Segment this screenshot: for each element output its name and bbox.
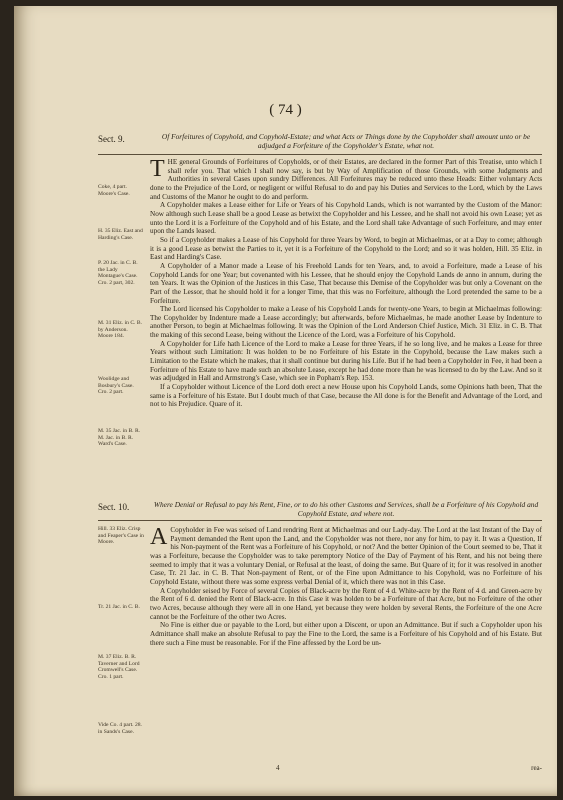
book-page <box>14 6 557 796</box>
paragraph-text: Copyholder in Fee was seised of Land rendring Rent at Michaelmas and our Lady-day. The Lord at the last Instant of the Day of Payment demanded the Rent upon the Land, and the Copyholder was not there, nor any for him, to pay it. It was a Question, If his Non-payment of the Rent was a Forfeiture of his Copyhold, or not? And the better Opinion of the Court seemed to be, That it was a Forfeiture, because the Copyholder was to take peremptory Notice of the Day of Payment of his Rent, and his not being there seemed to imply that it was a voluntary Denial, or Refusal at the least, of doing the same. But Quare of it; for it was resolved in another Case, Tr. 21 Jac. in C. B. That Non-payment of Rent, or of the Fine upon Admittance to his Copyhold, was no Forfeiture of his Copyhold Estate, without there was some express verbal Denial of it, which there was not in this Case. <box>150 526 542 586</box>
margin-note: M. 37 Eliz. B. R. Taverner and Lord Cromwell's Case. Cro. 1 part. <box>98 654 140 680</box>
margin-note: Woolidge and Bosbury's Case. Cro. 2 part. <box>98 376 134 396</box>
paragraph: So if a Copyholder makes a Lease of his Copyhold for three Years by Word, to begin at Michaelmas, or at a Day to come; although it is a good Lease as betwixt the Parties to it, yet it is a Forfeiture of the Copyhold to the Lord; and so it was holden, Hill. 35 Eliz. in East and Harding's Case. <box>150 235 542 262</box>
margin-note: H. 35 Eliz. East and Harding's Case. <box>98 228 143 241</box>
margin-note: M. 31 Eliz. in C. B. by Anderson. Moore 184. <box>98 320 142 340</box>
section-body <box>150 526 542 647</box>
section-rule <box>98 520 542 521</box>
paragraph: A Copyholder seised by Force of several Copies of Black-acre by the Rent of 4 d. White-acre by the Rent of 4 d. and Green-acre by the Rent of 6 d. denied the Rent of Black-acre. In this Case it was holden to be a Forfeiture of that Acre, but no Forfeiture of the other two Acres, because although they were all in one Hand, yet because they were holden by several Rents, the Forfeiture of the one Acre cannot be the Forfeiture of the other two Acres. <box>150 586 542 621</box>
signature-mark: 4 <box>276 764 280 772</box>
section-heading: Where Denial or Refusal to pay his Rent, Fine, or to do his other Customs and Services, shall be a Forfeiture of his Copyhold and Copyhold Estate, and where not. <box>153 500 539 518</box>
margin-note: M. 35 Jac. in B. R. M. Jac. in B. R. Ward's Case. <box>98 428 141 448</box>
margin-note: Hill. 33 Eliz. Crisp and Feaper's Case in Moore. <box>98 526 144 546</box>
paragraph: A Copyholder makes a Lease either for Life or Years of his Copyhold Lands, which is not warranted by the Custom of the Manor: Now although such Lease shall be a good Lease as betwixt the Copyholder and his Lessee, and he shall not avoid his own Lease; yet as unto the Lord it is a Forfeiture of the Copyhold and of his Estate, and the Lord shall take Advantage of such Forfeiture, and may enter upon the Lands leased. <box>150 201 542 236</box>
paragraph: A Copyholder for Life hath Licence of the Lord to make a Lease for three Years, if he so long live, and he makes a Lease for three Years without such Limitation: It was holden to be no Forfeiture of his Estate in the Copyhold, because the Law makes such a Limitation to the Estate which he makes, that it shall continue but during his Life. But if he had been a Copyholder in Fee, it had been a Forfeiture of his Estate to have made such an absolute Lease, except he had done more than he was licensed to do by the Law. And so it was adjudged in Hall and Armstrong's Case, which see in Popham's Rep. 153. <box>150 339 542 383</box>
page-number: ( 74 ) <box>269 102 302 118</box>
drop-cap: T <box>150 156 165 182</box>
margin-note: P. 20 Jac. in C. B. the Lady Montague's Case. Cro. 2 part, 302. <box>98 260 138 286</box>
paragraph <box>150 158 542 201</box>
paragraph: No Fine is either due or payable to the Lord, but either upon a Discent, or upon an Admittance. But if such a Copyholder upon his Admittance shall make an absolute Refusal to pay the Fine to the Lord, the same is a Forfeiture of his Copyhold and of his Estate. But there such a Fine must be reasonable. For if the Fine affessed by the Lord be un- <box>150 621 542 647</box>
margin-note: Tr. 21 Jac. in C. B. <box>98 604 140 610</box>
margin-note: Vide Co. 4 part. 28. in Sands's Case. <box>98 722 142 735</box>
paragraph: The Lord licensed his Copyholder to make a Lease of his Copyhold Lands for twenty-one Years, to begin at Michaelmas following: The Copyholder by Indenture made a Lease accordingly; but afterwards, before Michaelmas, he made another Lease by Indenture to another Person, to begin at Michaelmas following. It was the Opinion of the Lord Anderson Chief Justice, Mich. 31 Eliz. in C. B. That the making of this second Lease, being without the Licence of the Lord, was a Forfeiture of his Copyhold. <box>150 305 542 340</box>
section-rule <box>98 154 542 155</box>
paragraph: If a Copyholder without Licence of the Lord doth erect a new House upon his Copyhold Lands, some Opinions hath been, That the same is a Forfeiture of his Estate. But I doubt much of that Case, because the All done is for the Benefit and Advantage of the Lord, and not to his Prejudice. Quare of it. <box>150 383 542 409</box>
margin-note: Coke, 4 part. Moore's Case. <box>98 184 130 197</box>
section-label: Sect. 10. <box>98 502 130 512</box>
paragraph <box>150 526 542 587</box>
section-label: Sect. 9. <box>98 134 125 144</box>
catchword: rea- <box>531 764 542 772</box>
drop-cap: A <box>150 524 168 550</box>
section-heading: Of Forfeitures of Copyhold, and Copyhold-Estate; and what Acts or Things done by the Copyholder shall amount unto or be adjudged a Forfeiture of the Copyholder's Estate, what not. <box>161 132 531 150</box>
paragraph-text: HE general Grounds of Forfeitures of Copyholds, or of their Estates, are declared in the former Part of this Treatise, unto which I shall refer you. That which I shall now say, is but by Way of Amplification of those Grounds, with some Judgments and Authorities in several Cases upon sundry Differences. All Forfeitures may be reduced unto these Heads: Either voluntary Acts done to the Prejudice of the Lord, or negligent or wilful Refusal to do and pay his Duties and Services to the Lord, which by the Laws and Customs of the Manor he ought to do and perform. <box>150 158 542 201</box>
section-body <box>150 158 542 409</box>
paragraph: A Copyholder of a Manor made a Lease of his Freehold Lands for ten Years, and, to avoid a Forfeiture, made a Lease of his Copyhold Lands for one Year; but covenanted with his Lessee, that he should enjoy the Copyhold Lands de anno in annum, during the ten Years. It was the Opinion of the Justices in this Case, That because this Demise of the Copyholder was but only a Covenant on the Part of the Lessor, that he should hold it for a longer Time, that this was no Forfeiture, although the Lord pretended the same to be a Forfeiture. <box>150 261 542 305</box>
